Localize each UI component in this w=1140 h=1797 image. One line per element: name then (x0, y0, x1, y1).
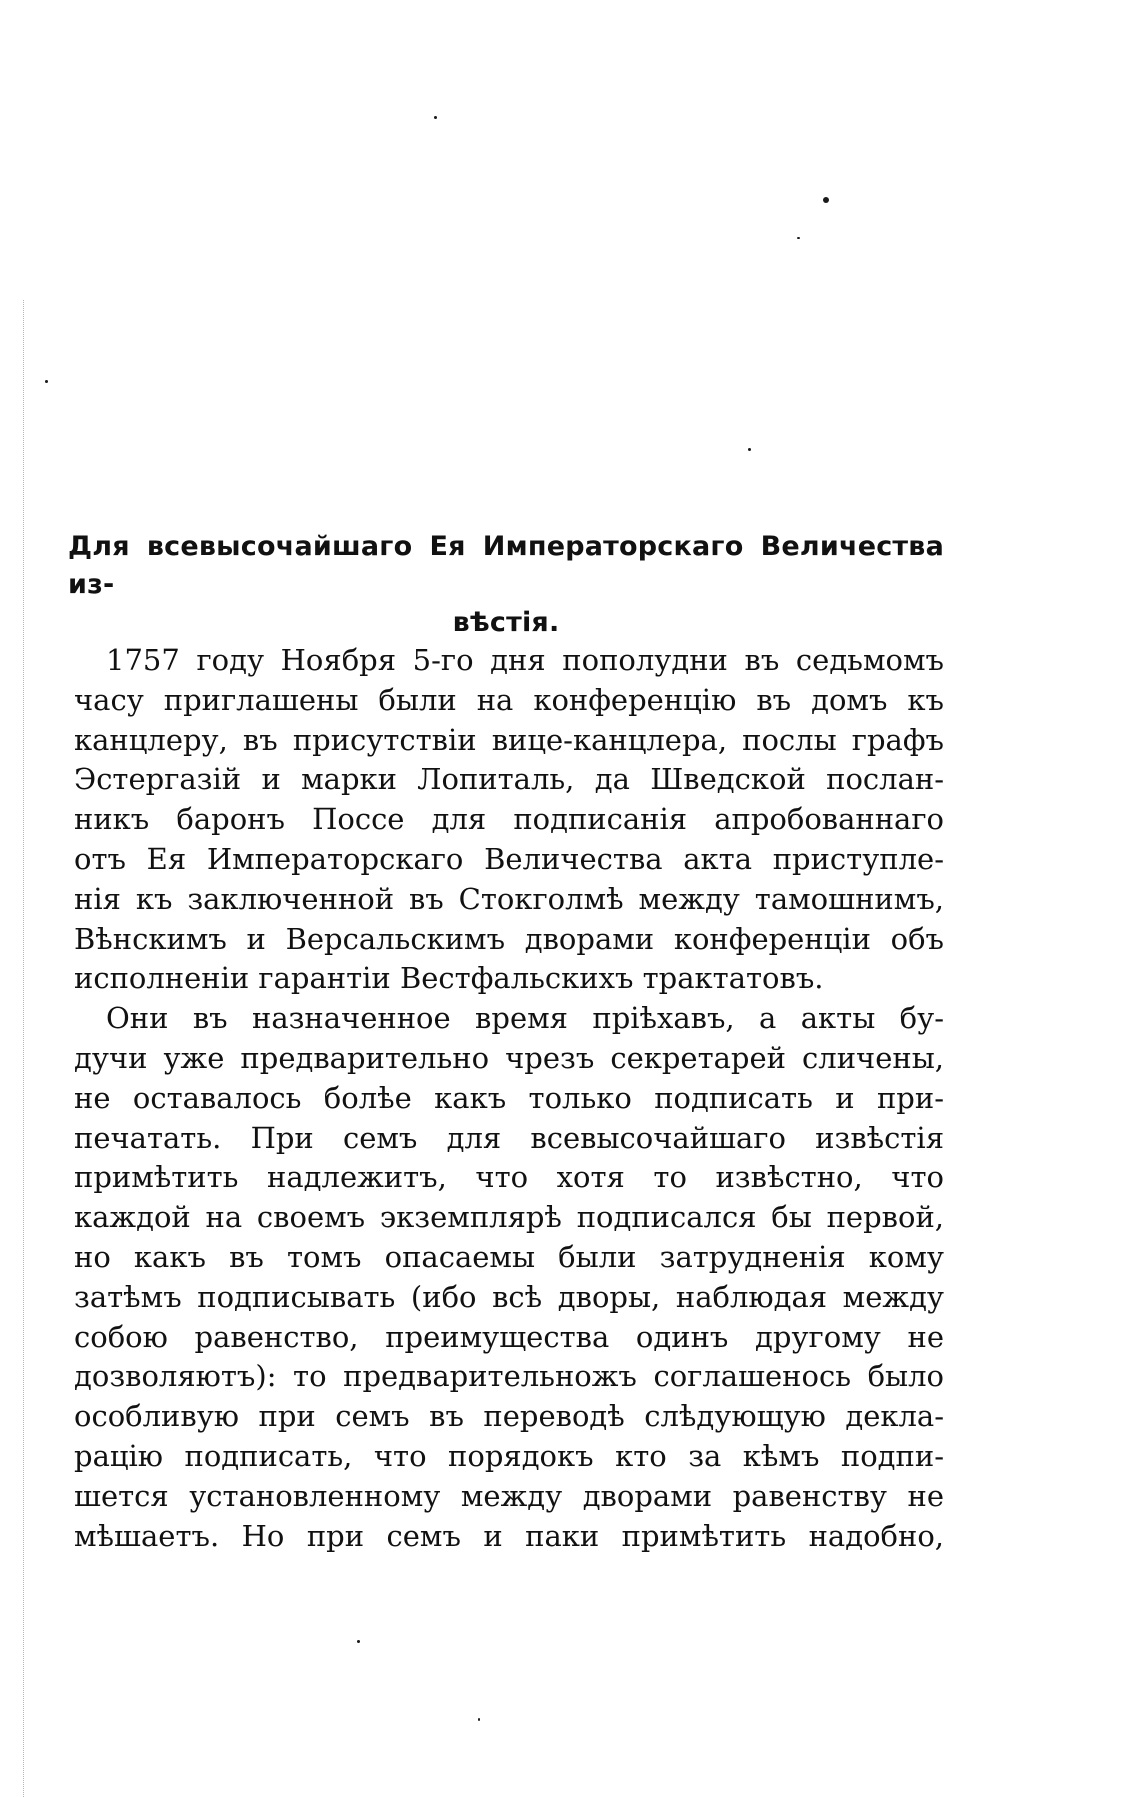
text-line: мѣшаетъ. Но при семъ и паки примѣтить надобно, (74, 1518, 944, 1553)
ink-speck (478, 1718, 480, 1721)
text-line: не оставалось болѣе какъ только подписать и при- (74, 1080, 944, 1115)
text-line: часу приглашены были на конференцію въ домъ къ (74, 682, 944, 717)
text-line: 1757 году Ноября 5-го дня пополудни въ седьмомъ (106, 643, 944, 677)
paragraph-1 (74, 641, 944, 999)
ink-speck (434, 116, 437, 119)
text-line: особливую при семъ въ переводѣ слѣдующую декла- (74, 1399, 944, 1434)
ink-speck (45, 380, 48, 383)
text-line: но какъ въ томъ опасаемы были затрудненія кому (74, 1239, 944, 1274)
paragraph-2 (74, 999, 944, 1556)
text-line: никъ баронъ Поссе для подписанія апробованнаго (74, 802, 944, 837)
ink-speck (357, 1640, 360, 1643)
ink-speck (823, 197, 829, 203)
text-line: исполненіи гарантіи Вестфальскихъ трактатовъ. (74, 961, 824, 996)
text-line: нія къ заключенной въ Стокголмѣ между тамошнимъ, (74, 881, 944, 916)
text-line: канцлеру, въ присутствіи вице-канцлера, послы графъ (74, 722, 944, 757)
text-line: дучи уже предварительно чрезъ секретарей сличены, (74, 1040, 944, 1075)
text-line: каждой на своемъ экземплярѣ подписался бы первой, (74, 1200, 944, 1235)
heading-line-1: Для всевысочайшаго Ея Императорскаго Величества из- (68, 531, 944, 600)
text-line: дозволяютъ): то предварительножъ соглашенось было (74, 1359, 944, 1394)
text-line: собою равенство, преимущества одинъ другому не (74, 1319, 944, 1354)
text-line: шется установленному между дворами равенству не (74, 1478, 944, 1513)
text-line: отъ Ея Императорскаго Величества акта приступле- (74, 841, 944, 876)
text-line: примѣтить надлежитъ, что хотя то извѣстно, что (74, 1160, 944, 1195)
page-heading (68, 528, 944, 642)
ink-speck (748, 448, 751, 451)
text-line: печатать. При семъ для всевысочайшаго извѣстія (74, 1120, 944, 1155)
text-line: рацію подписать, что порядокъ кто за кѣмъ подпи- (74, 1438, 944, 1473)
page-edge-line (23, 300, 24, 1797)
heading-line-2: вѣстія. (452, 607, 560, 638)
ink-speck (797, 237, 800, 239)
body-text (74, 641, 944, 1556)
text-line: Вѣнскимъ и Версальскимъ дворами конференціи объ (74, 921, 944, 956)
text-line: Эстергазій и марки Лопиталь, да Шведской послан- (74, 762, 944, 797)
text-line: Они въ назначенное время пріѣхавъ, а акты бу- (106, 1001, 944, 1036)
text-line: затѣмъ подписывать (ибо всѣ дворы, наблюдая между (74, 1279, 944, 1314)
